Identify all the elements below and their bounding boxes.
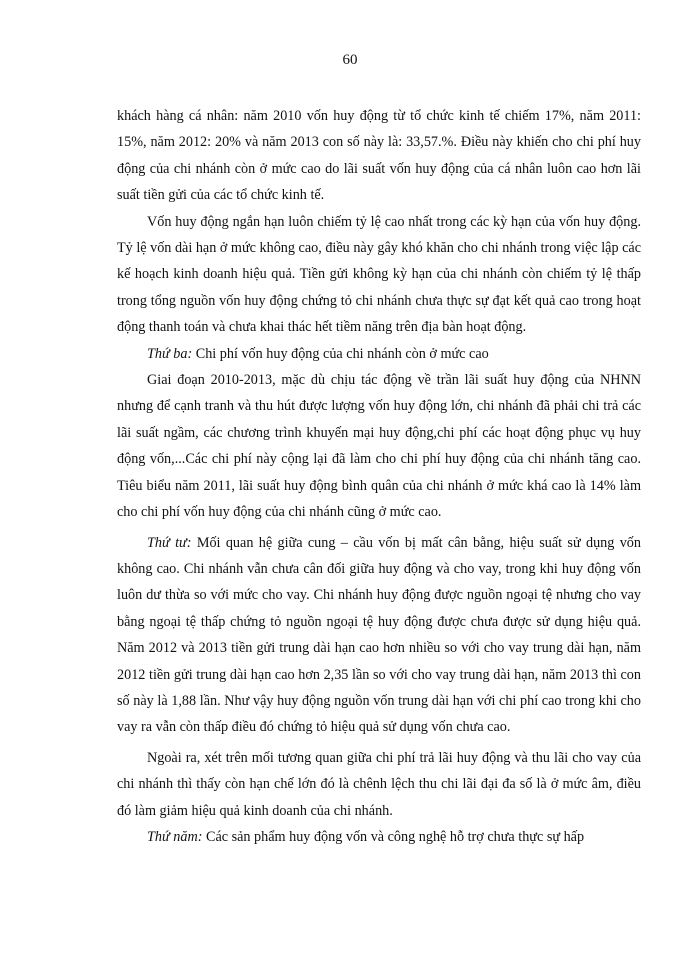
heading-third-text: Chi phí vốn huy động của chi nhánh còn ở mức cao bbox=[192, 345, 489, 362]
page-body bbox=[117, 103, 641, 850]
page-number: 60 bbox=[342, 52, 358, 68]
paragraph-fourth-text: Mối quan hệ giữa cung – cầu vốn bị mất cân bằng, hiệu suất sử dụng vốn không cao. Chi nhánh vẫn chưa cân đối giữa huy động và cho vay, trong khi huy động vốn luôn dư thừa so với mức cho vay. Chi nhánh huy động được nguồn ngoại tệ nhưng cho vay bằng ngoại tệ thấp chứng tỏ nguồn ngoại tệ huy động được chưa được sử dụng hiệu quả. Năm 2012 và 2013 tiền gửi trung dài hạn cao hơn nhiều so với cho vay trung dài hạn, năm 2012 tiền gửi trung dài hạn cao hơn 2,35 lần so với cho vay trung dài hạn, năm 2013 thì con số này là 1,88 lần. Như vậy huy động nguồn vốn trung dài hạn với chi phí cao trong khi cho vay ra vẫn còn thấp điều đó chứng tỏ hiệu quả sử dụng vốn chưa cao. bbox=[117, 534, 641, 736]
heading-fifth-point bbox=[117, 824, 641, 850]
heading-fourth-lead: Thứ tư: bbox=[147, 534, 192, 551]
heading-fifth-text: Các sản phẩm huy động vốn và công nghệ hỗ trợ chưa thực sự hấp bbox=[202, 828, 585, 845]
paragraph-cost-of-funds: Giai đoạn 2010-2013, mặc dù chịu tác động về trần lãi suất huy động của NHNN nhưng để cạnh tranh và thu hút được lượng vốn huy động lớn, chi nhánh đã phải chi trả các lãi suất ngầm, các chương trình khuyến mại huy động,chi phí các hoạt động phục vụ huy động vốn,...Các chi phí này cộng lại đã làm cho chi phí huy động của chi nhánh tăng cao. Tiêu biểu năm 2011, lãi suất huy động bình quân của chi nhánh ở mức khá cao là 14% làm cho chi phí vốn huy động của chi nhánh cũng ở mức cao. bbox=[117, 372, 641, 521]
paragraph-fourth-point bbox=[117, 530, 641, 741]
paragraph-interest-spread: Ngoài ra, xét trên mối tương quan giữa chi phí trả lãi huy động và thu lãi cho vay của chi nhánh thì thấy còn hạn chế lớn đó là chênh lệch thu chi lãi đại đa số là ở mức âm, điều đó làm giảm hiệu quả kinh doanh của chi nhánh. bbox=[117, 749, 641, 819]
heading-third-lead: Thứ ba: bbox=[147, 345, 193, 362]
paragraph-short-term-capital: Vốn huy động ngắn hạn luôn chiếm tỷ lệ cao nhất trong các kỳ hạn của vốn huy động. Tỷ lệ vốn dài hạn ở mức không cao, điều này gây khó khăn cho chi nhánh trong việc lập các kế hoạch kinh doanh hiệu quả. Tiền gửi không kỳ hạn của chi nhánh còn chiếm tỷ lệ thấp trong tổng nguồn vốn huy động chứng tỏ chi nhánh chưa thực sự đạt kết quả cao trong hoạt động thanh toán và chưa khai thác hết tiềm năng trên địa bàn hoạt động. bbox=[117, 213, 641, 336]
heading-third-point bbox=[117, 341, 641, 367]
heading-fifth-lead: Thứ năm: bbox=[147, 828, 203, 845]
paragraph-individual-customers: khách hàng cá nhân: năm 2010 vốn huy động từ tổ chức kinh tế chiếm 17%, năm 2011: 15%, năm 2012: 20% và năm 2013 con số này là: 33,57.%. Điều này khiến cho chi phí huy động của chi nhánh còn ở mức cao do lãi suất vốn huy động của cá nhân luôn cao hơn lãi suất tiền gửi của các tổ chức kinh tế. bbox=[117, 108, 641, 204]
